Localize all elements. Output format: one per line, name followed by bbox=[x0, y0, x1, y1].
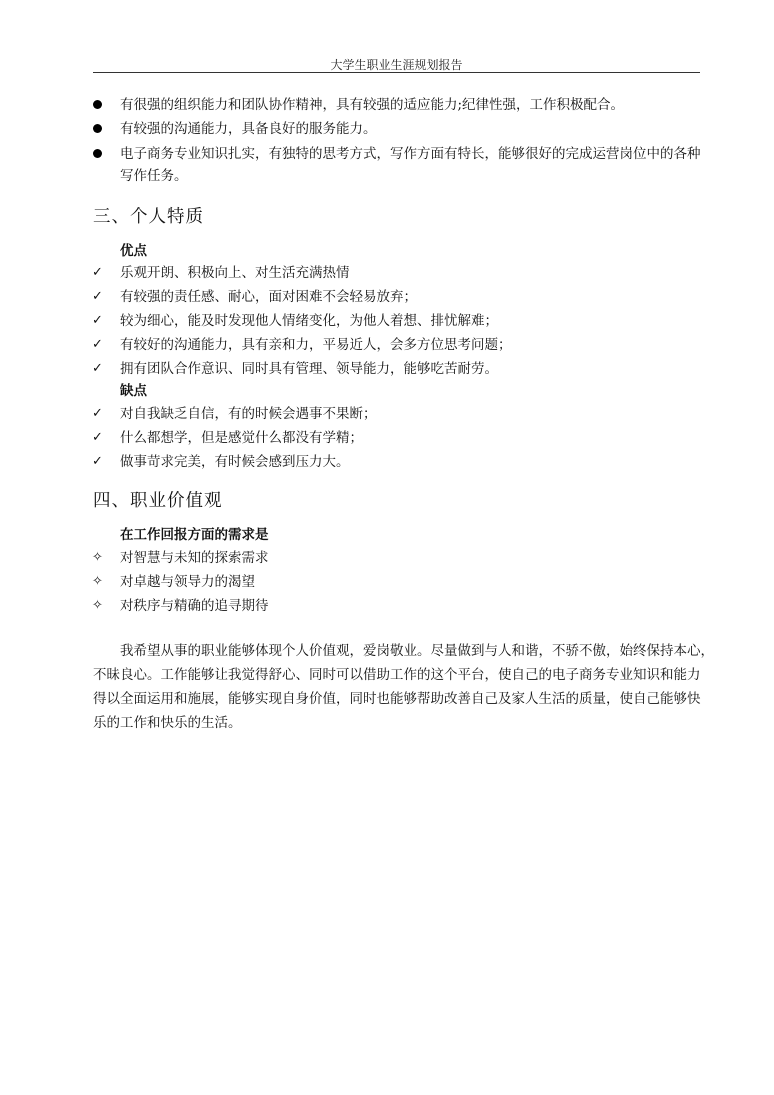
four-point-star-icon: ✧ bbox=[92, 574, 103, 589]
ability-item: 电子商务专业知识扎实，有独特的思考方式，写作方面有特长，能够很好的完成运营岗位中的各种 bbox=[120, 146, 701, 162]
ability-item: 有较强的沟通能力，具备良好的服务能力。 bbox=[120, 121, 377, 137]
check-mark-icon: ✓ bbox=[92, 337, 103, 352]
needs-label: 在工作回报方面的需求是 bbox=[120, 527, 269, 543]
need-item: 对秩序与精确的追寻期待 bbox=[120, 598, 269, 614]
filled-circle-icon bbox=[93, 100, 102, 109]
need-item: 对智慧与未知的探索需求 bbox=[120, 550, 269, 566]
strength-item: 较为细心，能及时发现他人情绪变化，为他人着想、排忧解难； bbox=[120, 313, 498, 329]
check-mark-icon: ✓ bbox=[92, 430, 103, 445]
strength-item: 拥有团队合作意识、同时具有管理、领导能力，能够吃苦耐劳。 bbox=[120, 361, 498, 377]
header-rule bbox=[93, 72, 700, 73]
need-item: 对卓越与领导力的渴望 bbox=[120, 574, 255, 590]
strength-item: 乐观开朗、积极向上、对生活充满热情 bbox=[120, 265, 350, 281]
paragraph-line: 得以全面运用和施展，能够实现自身价值，同时也能够帮助改善自己及家人生活的质量，使自己能够快 bbox=[93, 691, 701, 707]
section-title-career-values: 四、职业价值观 bbox=[93, 491, 223, 511]
paragraph-line: 不昧良心。工作能够让我觉得舒心、同时可以借助工作的这个平台，使自己的电子商务专业知识和能力 bbox=[93, 667, 701, 683]
check-mark-icon: ✓ bbox=[92, 265, 103, 280]
check-mark-icon: ✓ bbox=[92, 406, 103, 421]
strengths-label: 优点 bbox=[120, 243, 147, 259]
paragraph-line: 我希望从事的职业能够体现个人价值观，爱岗敬业。尽量做到与人和谐，不骄不傲，始终保持本心， bbox=[120, 643, 714, 659]
check-mark-icon: ✓ bbox=[92, 454, 103, 469]
running-header: 大学生职业生涯规划报告 bbox=[330, 58, 463, 72]
check-mark-icon: ✓ bbox=[92, 289, 103, 304]
check-mark-icon: ✓ bbox=[92, 313, 103, 328]
four-point-star-icon: ✧ bbox=[92, 550, 103, 565]
ability-item-continued: 写作任务。 bbox=[120, 168, 188, 184]
section-title-personal-traits: 三、个人特质 bbox=[93, 207, 204, 227]
filled-circle-icon bbox=[93, 149, 102, 158]
filled-circle-icon bbox=[93, 124, 102, 133]
ability-item: 有很强的组织能力和团队协作精神，具有较强的适应能力;纪律性强，工作积极配合。 bbox=[120, 97, 625, 113]
check-mark-icon: ✓ bbox=[92, 361, 103, 376]
strength-item: 有较好的沟通能力，具有亲和力，平易近人，会多方位思考问题； bbox=[120, 337, 512, 353]
weaknesses-label: 缺点 bbox=[120, 383, 147, 399]
four-point-star-icon: ✧ bbox=[92, 598, 103, 613]
weakness-item: 做事苛求完美，有时候会感到压力大。 bbox=[120, 454, 350, 470]
strength-item: 有较强的责任感、耐心，面对困难不会轻易放弃； bbox=[120, 289, 417, 305]
weakness-item: 什么都想学，但是感觉什么都没有学精； bbox=[120, 430, 363, 446]
weakness-item: 对自我缺乏自信，有的时候会遇事不果断； bbox=[120, 406, 377, 422]
paragraph-line: 乐的工作和快乐的生活。 bbox=[93, 715, 242, 731]
